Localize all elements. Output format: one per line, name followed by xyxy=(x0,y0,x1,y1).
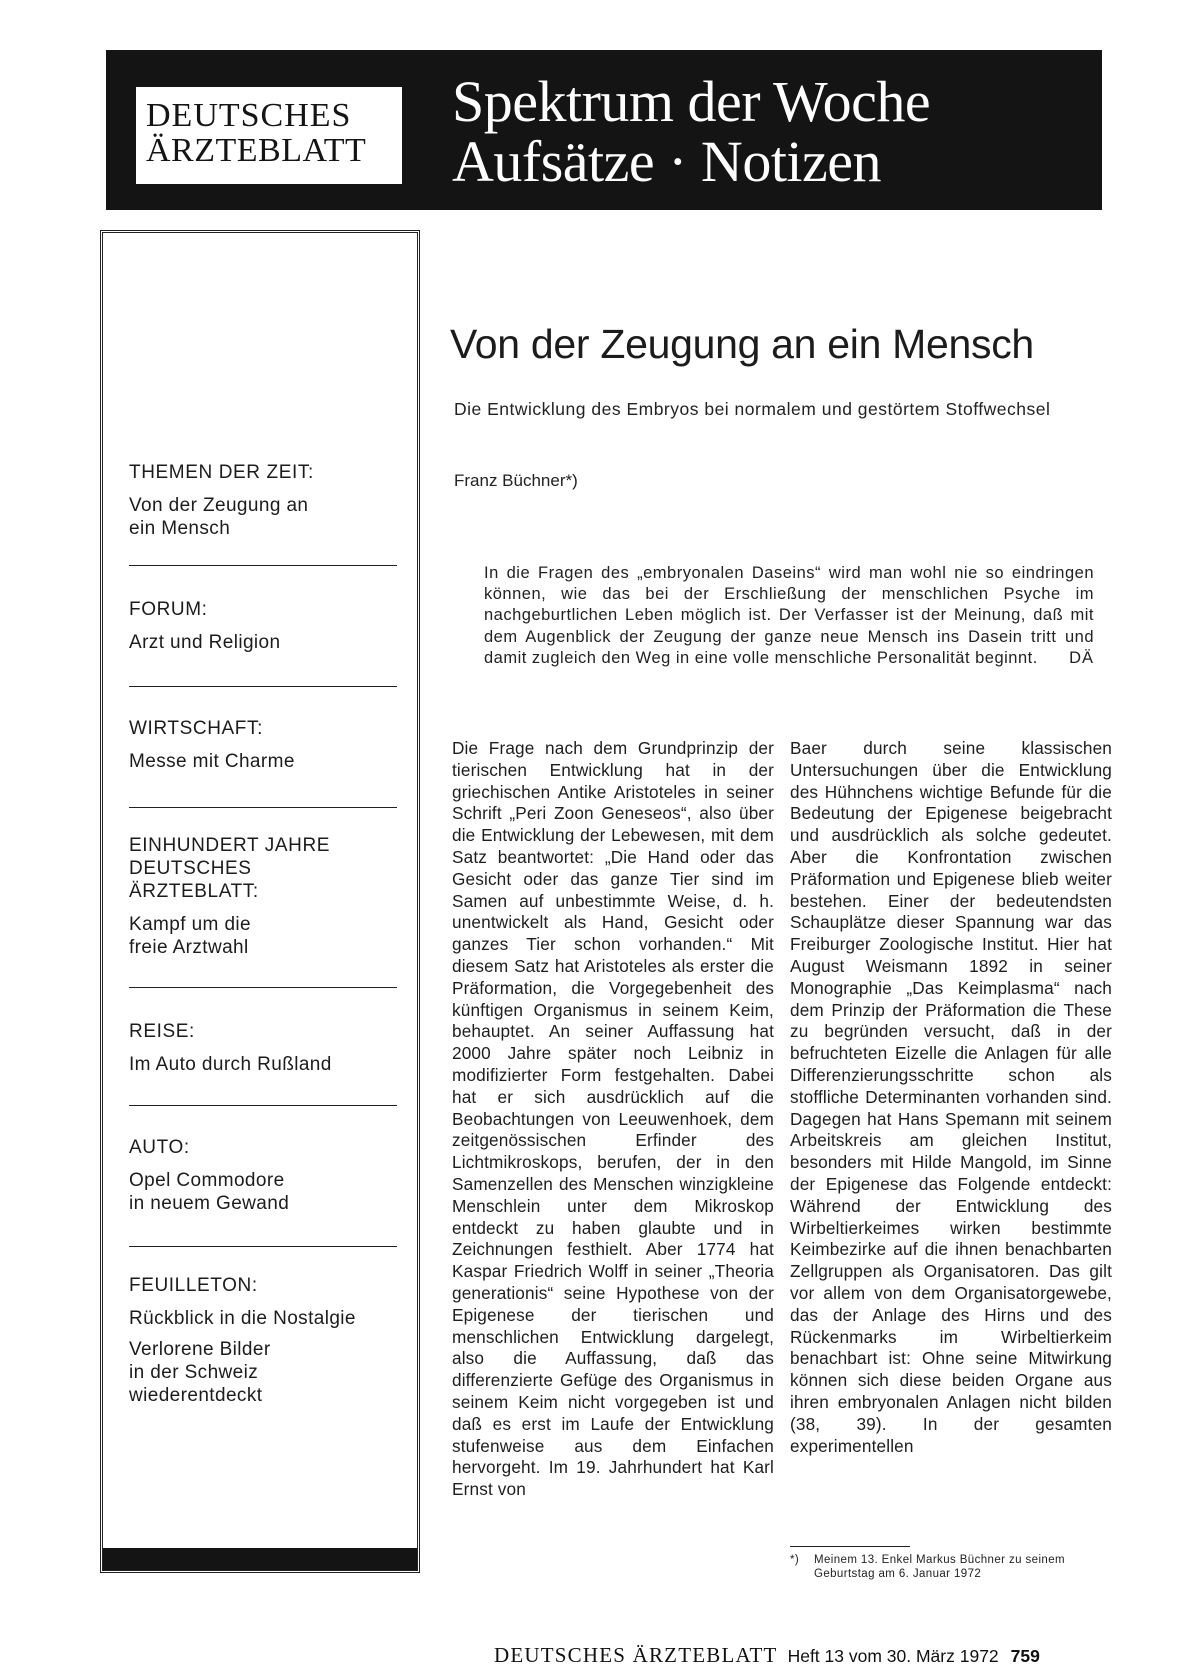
sidebar-heading: EINHUNDERT JAHRE DEUTSCHES ÄRZTEBLATT: xyxy=(129,835,331,902)
page-footer xyxy=(494,1643,1040,1669)
sidebar-link-messe[interactable]: Messe mit Charme xyxy=(129,751,295,772)
sidebar-link-zeugung[interactable]: Von der Zeugung an ein Mensch xyxy=(129,495,309,539)
article-column-2: Baer durch seine klassischen Untersuchungen über die Entwicklung des Hühnchens wichtige Befunde für die Bedeutung der Epigenese beigebracht und ausdrücklich als solche gedeutet. Aber die Konfrontation zwischen Präformation und Epigenese blieb weiter bestehen. Einer der bedeutendsten Schauplätze dieser Spannung war das Freiburger Zoologische Institut. Hier hat August Weismann 1892 in seiner Monographie „Das Keimplasma“ nach dem Prinzip der Präformation die These zu begründen versucht, daß in der befruchteten Eizelle die Anlagen für alle Differenzierungsschritte schon als stoffliche Determinanten vorhanden sind. Dagegen hat Hans Spemann mit seinem Arbeitskreis am gleichen Institut, besonders mit Hilde Mangold, im Sinne der Epigenese das Folgende entdeckt: Während der Entwicklung des Wirbeltierkeimes wirken bestimmte Keimbezirke auf die ihnen benachbarten Zellgruppen als Organisatoren. Das gilt vor allem von dem Organisatorgewebe, das der Anlage des Hirns und des Rückenmarks im Wirbeltierkeim benachbart ist: Ohne seine Mitwirkung können sich diese beiden Organe aus ihren embryonalen Anlagen nicht bilden (38, 39). In der gesamten experimentellen xyxy=(790,738,1112,1456)
journal-logo xyxy=(136,87,402,184)
contents-sidebar xyxy=(100,230,420,1573)
sidebar-heading: THEMEN DER ZEIT: xyxy=(129,462,314,483)
footnote-divider xyxy=(790,1546,910,1547)
sidebar-section-forum xyxy=(129,598,399,654)
article-author: Franz Büchner*) xyxy=(454,471,578,490)
sidebar-section-reise xyxy=(129,1020,399,1076)
sidebar-heading: FORUM: xyxy=(129,599,208,620)
article-column-1: Die Frage nach dem Grundprinzip der tierischen Entwicklung hat in der griechischen Antike Aristoteles in seiner Schrift „Peri Zoon Geneseos“, also über die Entwicklung der Lebewesen, mit dem Satz beantwortet: „Die Hand oder das Gesicht oder das ganze Tier sind im Samen auf unbestimmte Weise, d. h. unentwickelt als Hand, Gesicht oder ganzes Tier schon vorhanden.“ Mit diesem Satz hat Aristoteles als erster die Präformation, die Vorgegebenheit des künftigen Organismus in seinem Keim, behauptet. An seiner Auffassung hat 2000 Jahre später noch Leibniz in modifizierter Form festgehalten. Dabei hat er sich ausdrücklich auf die Beobachtungen von Leeuwenhoek, dem zeitgenössischen Erfinder des Lichtmikroskops, berufen, der in den Samenzellen des Menschen winzigkleine Menschlein unter dem Mikroskop entdeckt zu haben glaubte und in Zeichnungen festhielt. Aber 1774 hat Kaspar Friedrich Wolff in seiner „Theoria generationis“ seine Hypothese von der Epigenese der tierischen und menschlichen Entwicklung dargelegt, also die Auffassung, daß das differenzierte Gefüge des Organismus in seinem Keim nicht vorgegeben ist und daß es erst im Laufe der Entwicklung stufenweise aus dem Einfachen hervorgeht. Im 19. Jahrhundert hat Karl Ernst von xyxy=(452,738,774,1500)
sidebar-link-verlorene-bilder[interactable]: Verlorene Bilder in der Schweiz wiederentdeckt xyxy=(129,1339,271,1406)
sidebar-divider xyxy=(129,1246,397,1247)
footer-publication: DEUTSCHES ÄRZTEBLATT xyxy=(494,1643,778,1667)
sidebar-section-themen xyxy=(129,461,399,540)
page-number: 759 xyxy=(1010,1646,1040,1666)
article-title: Von der Zeugung an ein Mensch xyxy=(450,321,1034,367)
sidebar-section-auto xyxy=(129,1136,399,1215)
sidebar-heading: FEUILLETON: xyxy=(129,1275,258,1296)
sidebar-divider xyxy=(129,807,397,808)
logo-line-1: DEUTSCHES xyxy=(146,97,352,134)
footnote-text: Meinem 13. Enkel Markus Büchner zu seinem Geburtstag am 6. Januar 1972 xyxy=(814,1554,1065,1580)
sidebar-divider xyxy=(129,987,397,988)
sidebar-divider xyxy=(129,1105,397,1106)
sidebar-heading: WIRTSCHAFT: xyxy=(129,718,263,739)
section-subtitle: Aufsätze · Notizen xyxy=(452,129,882,194)
sidebar-section-einhundert-jahre xyxy=(129,834,399,959)
sidebar-section-wirtschaft xyxy=(129,717,399,773)
masthead xyxy=(106,50,1102,210)
lead-signature: DÄ xyxy=(1069,648,1094,667)
logo-line-2: ÄRZTEBLATT xyxy=(146,132,367,169)
lead-text: In die Fragen des „embryonalen Daseins“ wird man wohl nie so eindringen können, wie das bei der Erschließung der menschlichen Psyche im nachgeburtlichen Leben möglich ist. Der Verfasser ist der Meinung, daß mit dem Augenblick der Zeugung der ganze neue Mensch ins Dasein tritt und damit zugleich den Weg in eine volle menschliche Personalität beginnt. xyxy=(484,564,1094,667)
article-subtitle: Die Entwicklung des Embryos bei normalem und gestörtem Stoffwechsel xyxy=(454,399,1051,419)
sidebar-section-feuilleton xyxy=(129,1274,399,1407)
sidebar-link-commodore[interactable]: Opel Commodore in neuem Gewand xyxy=(129,1170,290,1214)
sidebar-link-arzt-religion[interactable]: Arzt und Religion xyxy=(129,632,281,653)
sidebar-link-arztwahl[interactable]: Kampf um die freie Arztwahl xyxy=(129,914,252,958)
sidebar-link-russland[interactable]: Im Auto durch Rußland xyxy=(129,1054,332,1075)
sidebar-divider xyxy=(129,686,397,687)
sidebar-heading: REISE: xyxy=(129,1021,195,1042)
sidebar-link-nostalgie[interactable]: Rückblick in die Nostalgie xyxy=(129,1308,356,1329)
footnote-mark: *) xyxy=(790,1554,800,1566)
article-lead xyxy=(484,563,1094,669)
sidebar-divider xyxy=(129,565,397,566)
section-title: Spektrum der Woche xyxy=(452,69,931,134)
sidebar-bottom-bar xyxy=(103,1548,417,1570)
footnote xyxy=(790,1553,1115,1581)
sidebar-heading: AUTO: xyxy=(129,1137,190,1158)
footer-issue: Heft 13 vom 30. März 1972 xyxy=(787,1646,999,1666)
